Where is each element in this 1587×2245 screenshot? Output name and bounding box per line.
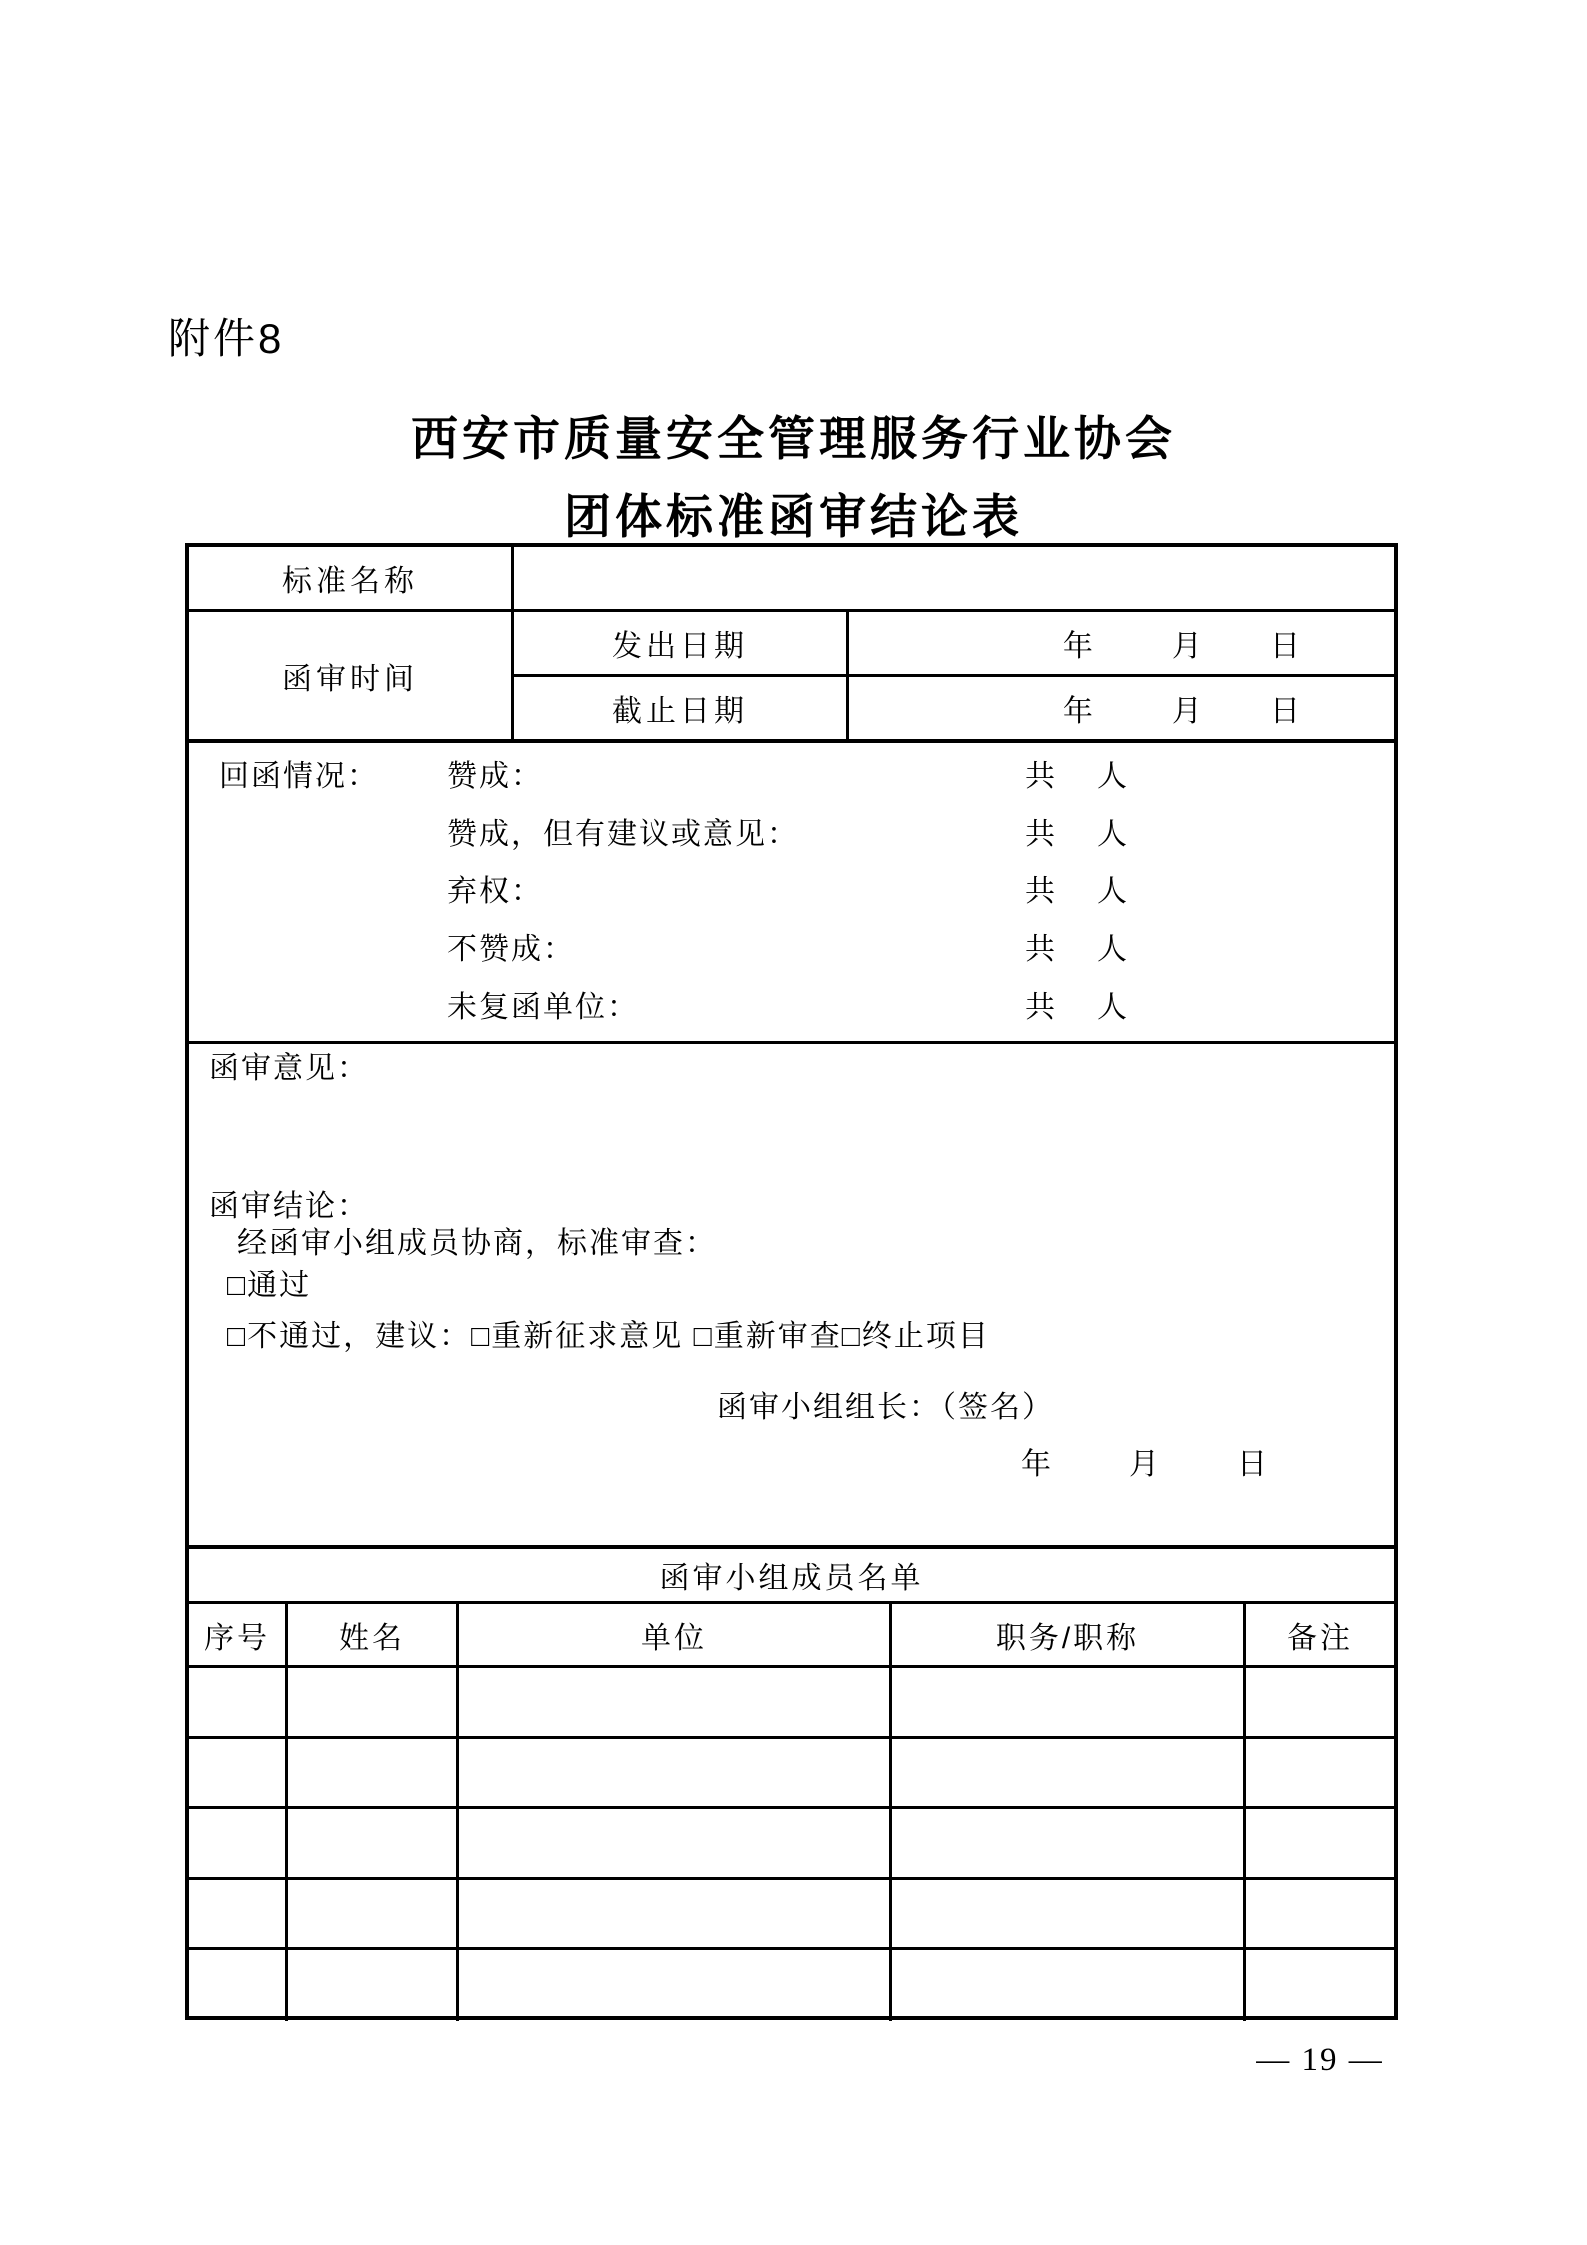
members-table bbox=[189, 1604, 1394, 2021]
issue-date-row bbox=[514, 612, 1394, 677]
reply-line-abstain bbox=[189, 875, 1394, 908]
year-unit-label: 年 bbox=[1062, 630, 1093, 663]
member-cell bbox=[288, 1739, 459, 1810]
document-title-line2: 团体标准函审结论表 bbox=[564, 490, 1023, 543]
checkbox-option-fail: □不通过，建议：□重新征求意见 □重新审查□终止项目 bbox=[227, 1320, 990, 1353]
count-prefix-label: 共 bbox=[1025, 875, 1055, 908]
member-cell bbox=[288, 1880, 459, 1951]
member-cell bbox=[892, 1668, 1246, 1739]
member-cell bbox=[189, 1809, 288, 1880]
reply-status-label: 回函情况： bbox=[219, 760, 379, 793]
member-cell bbox=[1246, 1739, 1394, 1810]
review-time-rows bbox=[189, 612, 1394, 743]
count-unit-label: 人 bbox=[1097, 760, 1127, 793]
reply-line-approve bbox=[189, 760, 1394, 793]
member-cell bbox=[288, 1668, 459, 1739]
count-prefix-label: 共 bbox=[1025, 760, 1055, 793]
count-prefix-label: 共 bbox=[1025, 818, 1055, 851]
reply-line-approve-with-comments bbox=[189, 818, 1394, 851]
year-unit-label: 年 bbox=[1062, 695, 1093, 728]
member-header-no: 序号 bbox=[189, 1604, 288, 1668]
standard-name-value-cell bbox=[514, 547, 1394, 609]
review-form-table bbox=[185, 543, 1398, 2020]
conclusion-intro: 经函审小组成员协商，标准审查： bbox=[237, 1227, 717, 1260]
member-cell bbox=[459, 1880, 892, 1951]
month-unit-label: 月 bbox=[1171, 630, 1202, 663]
deadline-date-row bbox=[514, 677, 1394, 739]
member-header-position: 职务/职称 bbox=[892, 1604, 1246, 1668]
page-number: — 19 — bbox=[1256, 2042, 1384, 2078]
reply-item-label: 赞成，但有建议或意见： bbox=[447, 818, 799, 851]
member-cell bbox=[459, 1739, 892, 1810]
review-time-label: 函审时间 bbox=[189, 612, 514, 739]
member-cell bbox=[1246, 1668, 1394, 1739]
member-cell bbox=[892, 1809, 1246, 1880]
opinion-label: 函审意见： bbox=[209, 1052, 369, 1085]
document-title-line1: 西安市质量安全管理服务行业协会 bbox=[411, 412, 1176, 465]
count-unit-label: 人 bbox=[1097, 991, 1127, 1024]
year-unit-label: 年 bbox=[1021, 1448, 1053, 1481]
member-cell bbox=[892, 1880, 1246, 1951]
count-unit-label: 人 bbox=[1097, 933, 1127, 966]
checkbox-option-pass: □通过 bbox=[227, 1269, 312, 1302]
standard-name-row bbox=[189, 547, 1394, 612]
count-prefix-label: 共 bbox=[1025, 933, 1055, 966]
month-unit-label: 月 bbox=[1129, 1448, 1161, 1481]
member-cell bbox=[189, 1950, 288, 2021]
member-header-unit: 单位 bbox=[459, 1604, 892, 1668]
member-cell bbox=[288, 1950, 459, 2021]
month-unit-label: 月 bbox=[1171, 695, 1202, 728]
reply-item-label: 赞成： bbox=[447, 760, 543, 793]
reply-item-label: 不赞成： bbox=[447, 933, 575, 966]
reply-status-section bbox=[189, 743, 1394, 1044]
member-cell bbox=[189, 1880, 288, 1951]
standard-name-label: 标准名称 bbox=[189, 547, 514, 609]
member-cell bbox=[1246, 1950, 1394, 2021]
issue-date-value-cell bbox=[849, 612, 1394, 674]
issue-date-label: 发出日期 bbox=[514, 612, 849, 674]
member-cell bbox=[1246, 1880, 1394, 1951]
signature-label: 函审小组组长：（签名） bbox=[717, 1391, 1054, 1424]
member-cell bbox=[459, 1950, 892, 2021]
member-header-remarks: 备注 bbox=[1246, 1604, 1394, 1668]
count-unit-label: 人 bbox=[1097, 818, 1127, 851]
day-unit-label: 日 bbox=[1237, 1448, 1269, 1481]
member-cell bbox=[892, 1950, 1246, 2021]
reply-item-label: 弃权： bbox=[447, 875, 543, 908]
member-cell bbox=[288, 1809, 459, 1880]
members-list-title: 函审小组成员名单 bbox=[189, 1549, 1394, 1604]
reply-line-no-reply bbox=[189, 991, 1394, 1024]
member-cell bbox=[1246, 1809, 1394, 1880]
count-unit-label: 人 bbox=[1097, 875, 1127, 908]
reply-item-label: 未复函单位： bbox=[447, 991, 639, 1024]
conclusion-label: 函审结论： bbox=[209, 1190, 369, 1223]
attachment-label: 附件8 bbox=[168, 315, 285, 362]
deadline-date-value-cell bbox=[849, 677, 1394, 739]
member-cell bbox=[459, 1809, 892, 1880]
reply-line-disapprove bbox=[189, 933, 1394, 966]
member-cell bbox=[459, 1668, 892, 1739]
review-opinion-section bbox=[189, 1044, 1394, 1549]
day-unit-label: 日 bbox=[1270, 630, 1300, 663]
count-prefix-label: 共 bbox=[1025, 991, 1055, 1024]
member-cell bbox=[189, 1739, 288, 1810]
member-cell bbox=[189, 1668, 288, 1739]
day-unit-label: 日 bbox=[1270, 695, 1300, 728]
member-header-name: 姓名 bbox=[288, 1604, 459, 1668]
member-cell bbox=[892, 1739, 1246, 1810]
deadline-date-label: 截止日期 bbox=[514, 677, 849, 739]
